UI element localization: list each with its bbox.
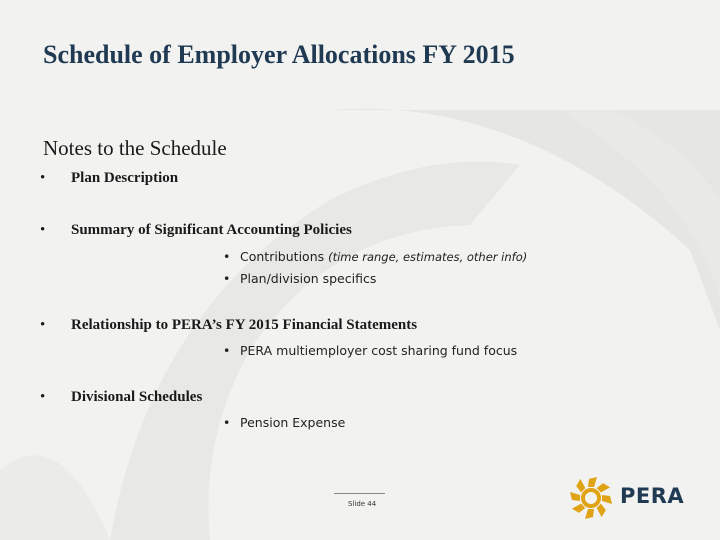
bullet-marker: • xyxy=(40,170,46,186)
footer-divider xyxy=(334,493,385,494)
bullet-plan-description xyxy=(40,170,178,187)
section-heading: Notes to the Schedule xyxy=(43,136,227,160)
subbullet-marker: • xyxy=(223,343,231,358)
bullet-marker: • xyxy=(40,317,46,333)
subbullet-note: (time range, estimates, other info) xyxy=(328,250,528,264)
subbullet-marker: • xyxy=(223,415,231,430)
bullet-label: Plan Description xyxy=(71,170,179,186)
bullet-marker: • xyxy=(40,389,46,405)
subbullet-plan-division xyxy=(223,271,376,286)
bullet-label: Relationship to PERA’s FY 2015 Financial Statements xyxy=(71,317,418,333)
subbullet-marker: • xyxy=(223,271,231,286)
subbullet-label: Contributions xyxy=(240,249,325,264)
pera-logo-text: PERA xyxy=(620,484,685,508)
subbullet-pera-focus xyxy=(223,343,517,358)
subbullet-label: Pension Expense xyxy=(240,415,346,430)
subbullet-marker: • xyxy=(223,249,231,264)
bullet-marker: • xyxy=(40,222,46,238)
bullet-divisional-schedules xyxy=(40,389,202,406)
subbullet-pension-expense xyxy=(223,415,345,430)
bullet-pera-relationship xyxy=(40,317,417,334)
bullet-accounting-policies xyxy=(40,222,352,239)
subbullet-label: Plan/division specifics xyxy=(240,271,377,286)
subbullet-label: PERA multiemployer cost sharing fund focus xyxy=(240,343,518,358)
bullet-label: Divisional Schedules xyxy=(71,389,203,405)
subbullet-contributions xyxy=(223,249,527,264)
slide-number: Slide 44 xyxy=(348,500,377,508)
bullet-label: Summary of Significant Accounting Policies xyxy=(71,222,352,238)
slide-title: Schedule of Employer Allocations FY 2015 xyxy=(43,40,515,69)
